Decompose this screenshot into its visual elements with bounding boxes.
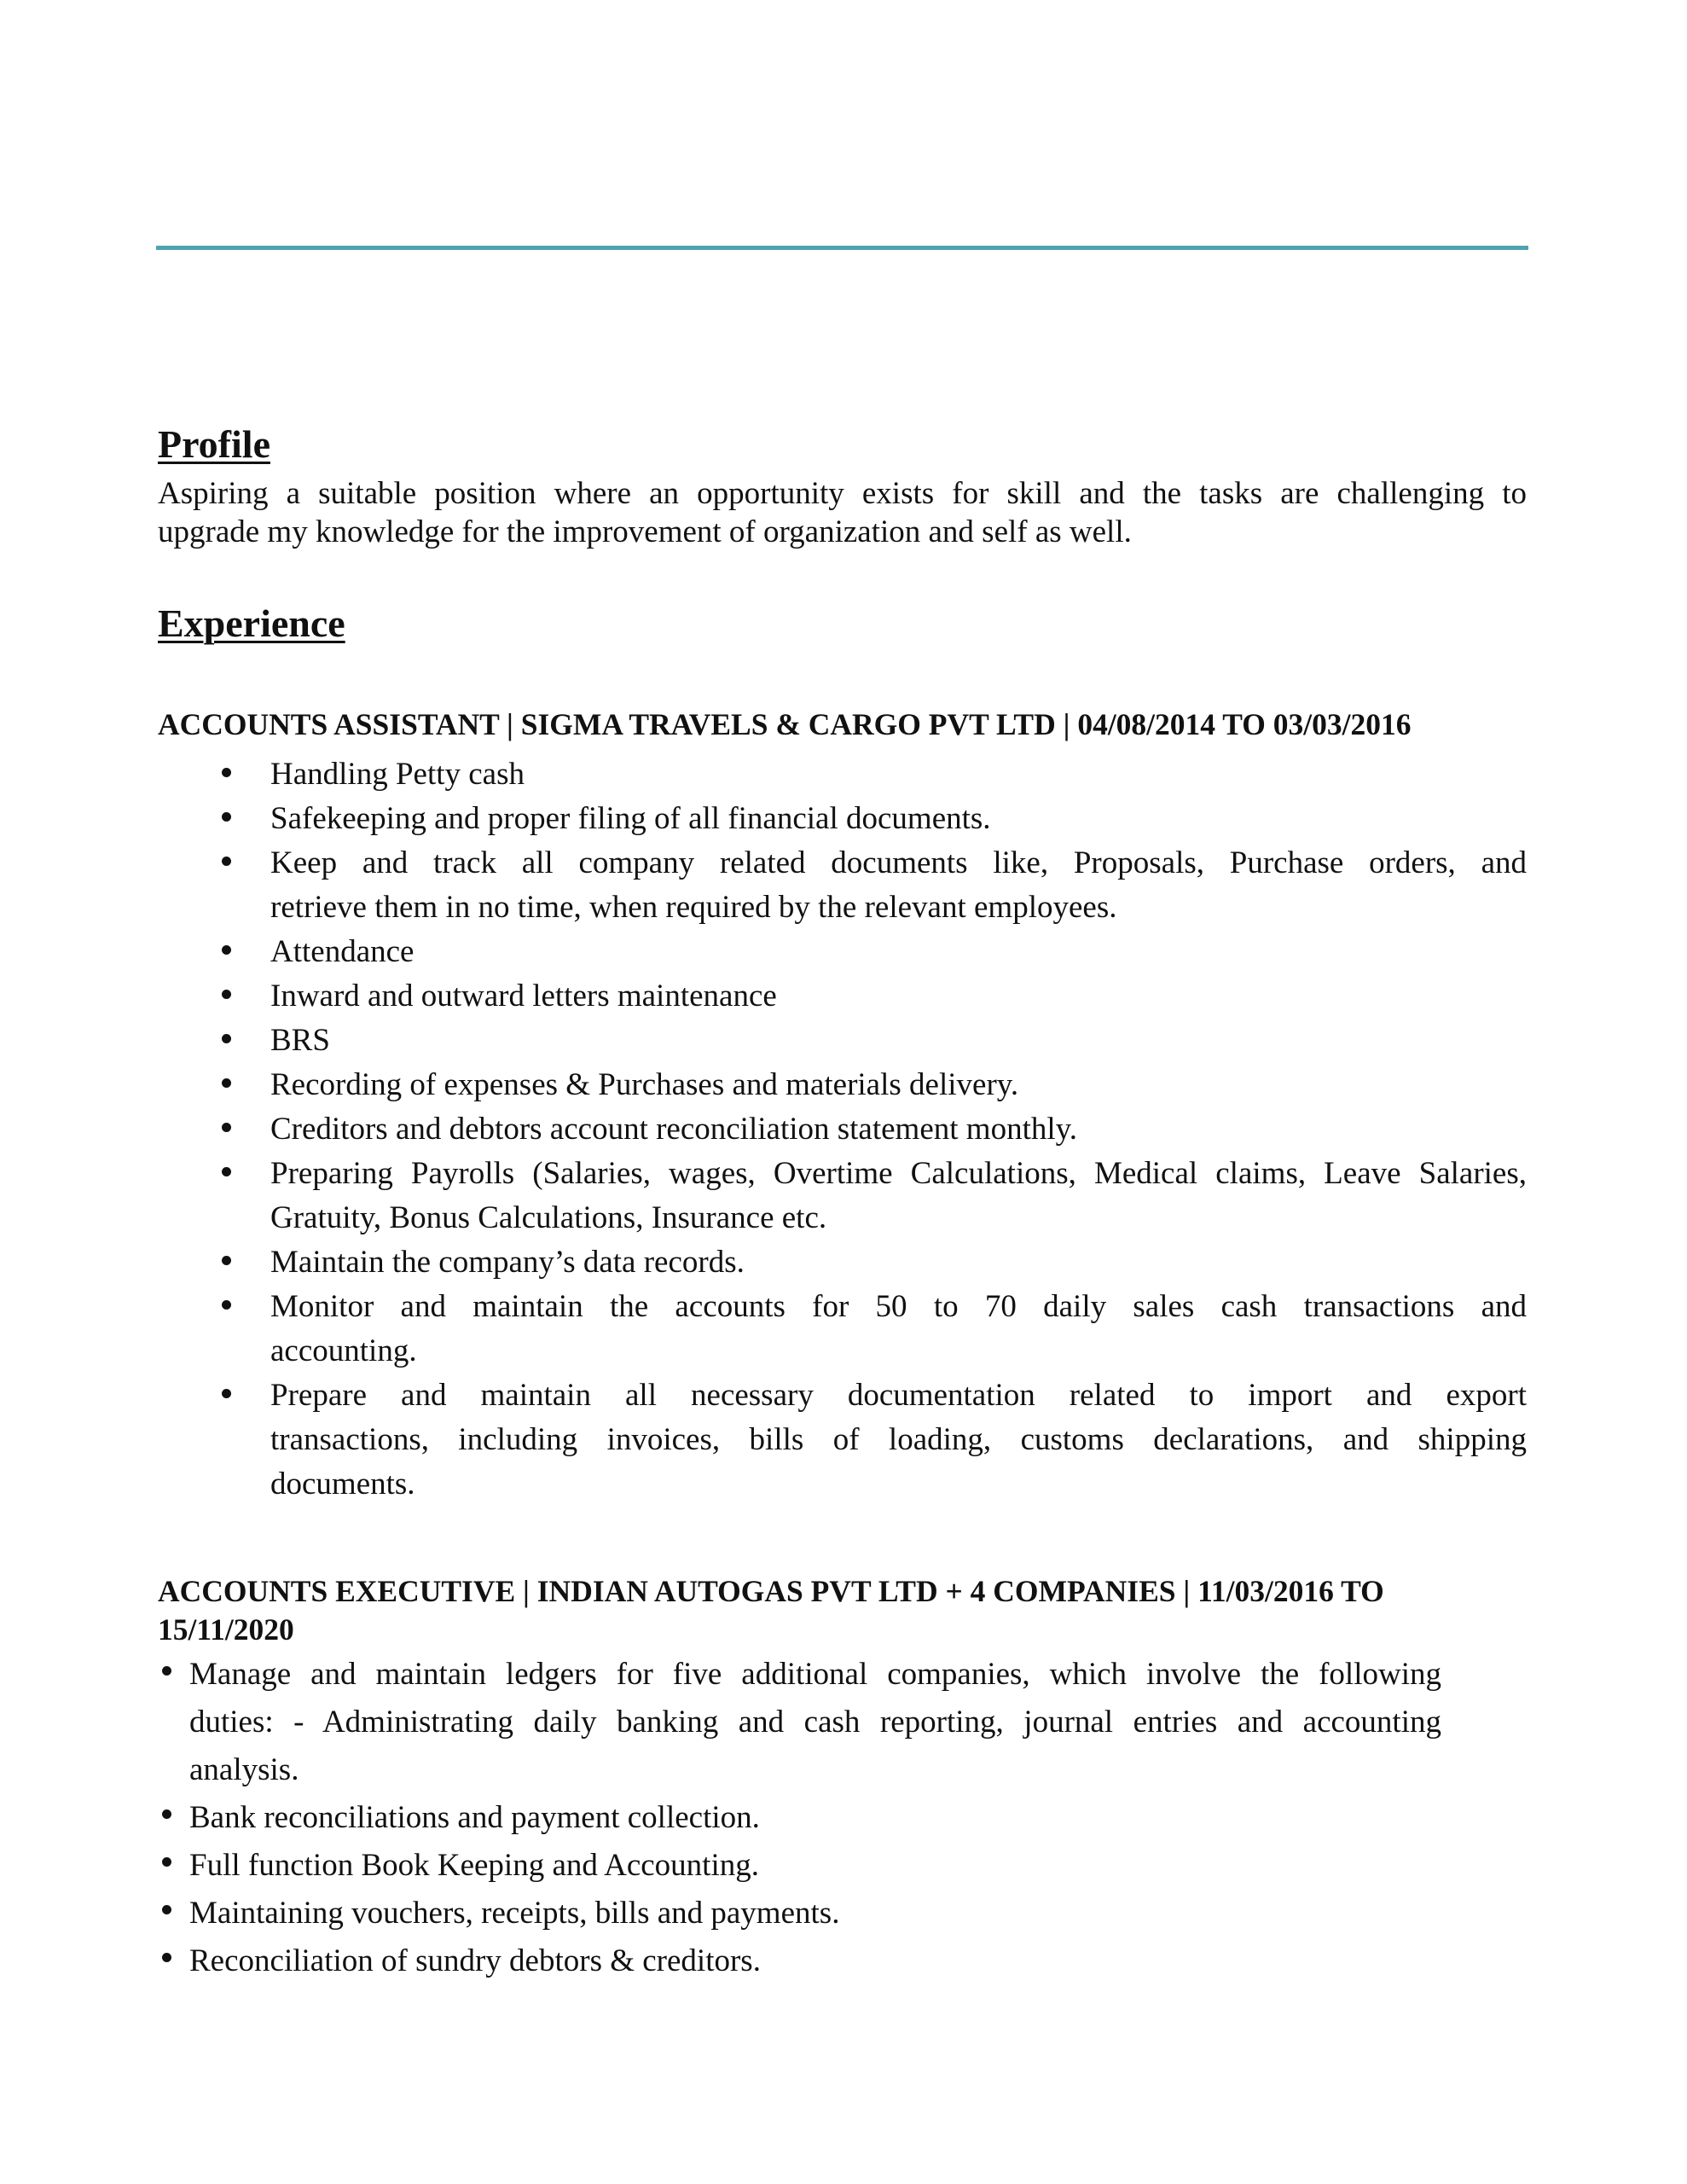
bullet-text: Preparing Payrolls (Salaries, wages, Overtime Calculations, Medical claims, Leave Salaries,	[270, 1156, 1527, 1191]
profile-text-line-2: upgrade my knowledge for the improvement of organization and self as well.	[158, 514, 1132, 549]
bullet-text: Maintain the company’s data records.	[270, 1245, 745, 1280]
bullet-text: accounting.	[270, 1333, 417, 1368]
bullet-text: Safekeeping and proper filing of all financial documents.	[270, 801, 991, 836]
bullet-icon	[222, 990, 231, 999]
profile-text-line-1: Aspiring a suitable position where an opportunity exists for skill and the tasks are challenging to	[158, 476, 1527, 511]
job-title: ACCOUNTS EXECUTIVE | INDIAN AUTOGAS PVT LTD + 4 COMPANIES | 11/03/2016 TO	[158, 1574, 1384, 1608]
bullet-icon	[162, 1666, 171, 1676]
bullet-text: Prepare and maintain all necessary documentation related to import and export	[270, 1378, 1527, 1413]
bullet-icon	[222, 945, 231, 955]
bullet-text: Keep and track all company related documents like, Proposals, Purchase orders, and	[270, 845, 1527, 880]
bullet-text: Creditors and debtors account reconciliation statement monthly.	[270, 1112, 1077, 1147]
bullet-text: analysis.	[189, 1752, 299, 1787]
bullet-icon	[162, 1953, 171, 1962]
bullet-icon	[222, 812, 231, 822]
bullet-text: Attendance	[270, 934, 415, 969]
experience-heading: Experience	[158, 601, 345, 645]
bullet-text: Reconciliation of sundry debtors & creditors.	[189, 1943, 761, 1978]
bullet-icon	[222, 857, 231, 866]
bullet-text: Monitor and maintain the accounts for 50 to 70 daily sales cash transactions and	[270, 1289, 1527, 1324]
header-divider	[156, 246, 1528, 250]
bullet-icon	[222, 1389, 231, 1398]
bullet-icon	[162, 1857, 171, 1867]
bullet-icon	[222, 1167, 231, 1176]
bullet-text: Inward and outward letters maintenance	[270, 979, 777, 1014]
bullet-icon	[162, 1905, 171, 1914]
bullet-text: Bank reconciliations and payment collection.	[189, 1800, 760, 1835]
bullet-text: Manage and maintain ledgers for five additional companies, which involve the following	[189, 1657, 1441, 1692]
bullet-text: Full function Book Keeping and Accounting.	[189, 1848, 759, 1883]
bullet-icon	[222, 1123, 231, 1132]
bullet-icon	[222, 1034, 231, 1043]
bullet-text: duties: - Administrating daily banking and cash reporting, journal entries and accounting	[189, 1705, 1441, 1740]
bullet-text: transactions, including invoices, bills of loading, customs declarations, and shipping	[270, 1422, 1527, 1457]
bullet-icon	[222, 768, 231, 777]
bullet-icon	[222, 1256, 231, 1265]
bullet-text: documents.	[270, 1467, 415, 1502]
job-title: ACCOUNTS ASSISTANT | SIGMA TRAVELS & CARGO PVT LTD | 04/08/2014 TO 03/03/2016	[158, 707, 1412, 741]
profile-heading: Profile	[158, 422, 270, 466]
job-title-continued: 15/11/2020	[158, 1612, 294, 1647]
bullet-text: Handling Petty cash	[270, 757, 525, 792]
bullet-text: retrieve them in no time, when required by the relevant employees.	[270, 890, 1117, 925]
bullet-icon	[222, 1078, 231, 1088]
bullet-text: Maintaining vouchers, receipts, bills and payments.	[189, 1896, 840, 1931]
bullet-icon	[222, 1300, 231, 1310]
bullet-text: Recording of expenses & Purchases and materials delivery.	[270, 1067, 1019, 1102]
bullet-icon	[162, 1809, 171, 1819]
bullet-text: BRS	[270, 1023, 330, 1058]
bullet-text: Gratuity, Bonus Calculations, Insurance etc.	[270, 1200, 827, 1235]
